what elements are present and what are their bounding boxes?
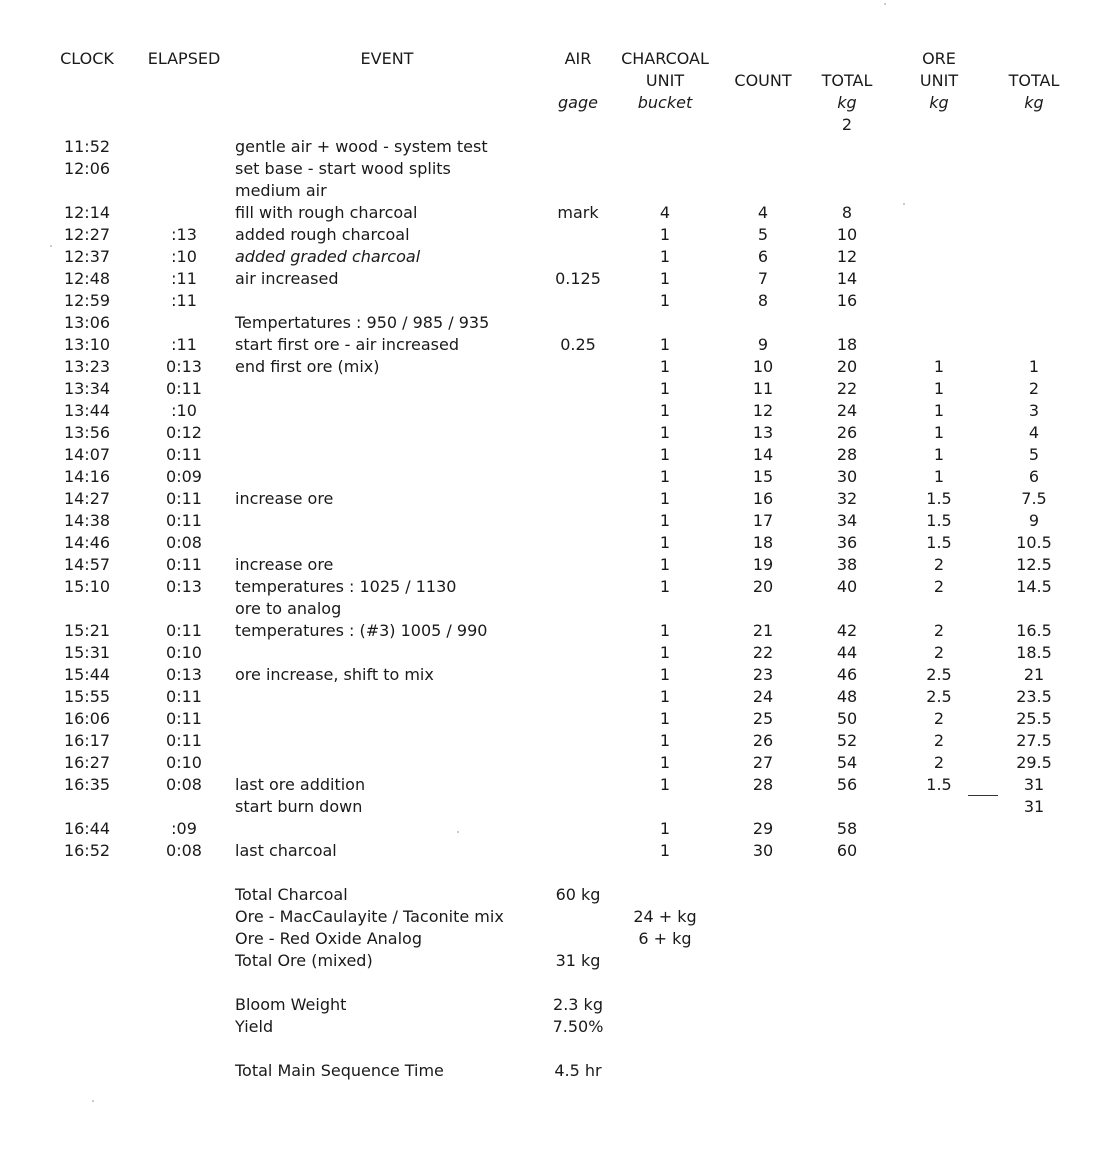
summary-value: 2.3 kg [553, 995, 603, 1014]
cell-clock: 13:06 [63, 313, 111, 332]
log-row [0, 576, 1104, 598]
summary-value: 4.5 hr [554, 1061, 602, 1080]
cell-ore-total: 3 [1028, 401, 1040, 420]
cell-charcoal-count: 18 [752, 533, 774, 552]
cell-charcoal-count: 24 [752, 687, 774, 706]
cell-ore-total: 2 [1028, 379, 1040, 398]
cell-charcoal-count: 27 [752, 753, 774, 772]
log-row [0, 180, 1104, 202]
cell-event: ore increase, shift to mix [235, 665, 434, 684]
log-row [0, 290, 1104, 312]
log-row [0, 620, 1104, 642]
cell-event: ore to analog [235, 599, 342, 618]
cell-ore-unit: 2 [933, 621, 945, 640]
cell-ore-total: 6 [1028, 467, 1040, 486]
cell-elapsed: :11 [171, 335, 197, 354]
cell-charcoal-total: 10 [836, 225, 858, 244]
cell-charcoal-count: 20 [752, 577, 774, 596]
cell-ore-unit: 2.5 [926, 687, 952, 706]
cell-clock: 14:16 [63, 467, 111, 486]
cell-clock: 16:06 [63, 709, 111, 728]
log-row [0, 532, 1104, 554]
log-row [0, 488, 1104, 510]
cell-charcoal-count: 21 [752, 621, 774, 640]
cell-elapsed: 0:13 [166, 577, 202, 596]
cell-clock: 12:14 [63, 203, 111, 222]
header-air: AIR [564, 49, 592, 68]
cell-event: set base - start wood splits [235, 159, 451, 178]
summary-label: Yield [235, 1017, 274, 1036]
cell-charcoal-unit: 1 [659, 401, 671, 420]
cell-ore-total: 23.5 [1016, 687, 1052, 706]
cell-elapsed: 0:12 [166, 423, 202, 442]
cell-clock: 12:37 [63, 247, 111, 266]
log-row [0, 466, 1104, 488]
cell-ore-unit: 2 [933, 643, 945, 662]
cell-ore-unit: 1 [933, 467, 945, 486]
summary-ore-mix [0, 906, 1104, 928]
cell-ore-total: 25.5 [1016, 709, 1052, 728]
cell-charcoal-count: 11 [752, 379, 774, 398]
header-ore-total: TOTAL [1008, 71, 1060, 90]
cell-charcoal-total: 52 [836, 731, 858, 750]
log-row [0, 400, 1104, 422]
log-row [0, 796, 1104, 818]
cell-clock: 14:57 [63, 555, 111, 574]
cell-ore-unit: 1 [933, 401, 945, 420]
cell-elapsed: 0:10 [166, 753, 202, 772]
cell-ore-total: 21 [1023, 665, 1045, 684]
cell-charcoal-unit: 1 [659, 467, 671, 486]
cell-charcoal-unit: 1 [659, 621, 671, 640]
cell-charcoal-count: 22 [752, 643, 774, 662]
cell-ore-unit: 1.5 [926, 489, 952, 508]
cell-clock: 15:55 [63, 687, 111, 706]
cell-charcoal-count: 10 [752, 357, 774, 376]
cell-elapsed: 0:11 [166, 687, 202, 706]
cell-ore-unit: 1 [933, 357, 945, 376]
log-row [0, 840, 1104, 862]
cell-charcoal-total: 54 [836, 753, 858, 772]
cell-ore-total: 31 [1023, 775, 1045, 794]
cell-charcoal-total: 58 [836, 819, 858, 838]
cell-charcoal-total: 44 [836, 643, 858, 662]
cell-ore-total: 5 [1028, 445, 1040, 464]
cell-charcoal-count: 4 [757, 203, 769, 222]
cell-charcoal-total: 36 [836, 533, 858, 552]
cell-charcoal-total: 50 [836, 709, 858, 728]
cell-charcoal-unit: 1 [659, 555, 671, 574]
cell-event: temperatures : 1025 / 1130 [235, 577, 457, 596]
cell-charcoal-unit: 1 [659, 819, 671, 838]
log-row [0, 202, 1104, 224]
log-row [0, 444, 1104, 466]
cell-charcoal-total: 20 [836, 357, 858, 376]
cell-clock: 14:38 [63, 511, 111, 530]
cell-charcoal-unit: 1 [659, 731, 671, 750]
header-charcoal: CHARCOAL [621, 49, 709, 68]
cell-elapsed: 0:11 [166, 379, 202, 398]
cell-ore-total: 27.5 [1016, 731, 1052, 750]
scan-speck [884, 3, 886, 5]
cell-charcoal-unit: 1 [659, 357, 671, 376]
header-row-1 [0, 48, 1104, 70]
cell-event: medium air [235, 181, 327, 200]
charcoal-total-initial: 2 [841, 115, 853, 134]
header-elapsed: ELAPSED [147, 49, 221, 68]
cell-charcoal-count: 9 [757, 335, 769, 354]
summary-total-time [0, 1060, 1104, 1082]
cell-clock: 13:10 [63, 335, 111, 354]
cell-elapsed: :09 [171, 819, 197, 838]
cell-charcoal-count: 12 [752, 401, 774, 420]
cell-charcoal-unit: 1 [659, 379, 671, 398]
cell-elapsed: 0:09 [166, 467, 202, 486]
scan-speck [903, 203, 905, 205]
cell-clock: 16:35 [63, 775, 111, 794]
cell-elapsed: 0:13 [166, 357, 202, 376]
cell-event: start first ore - air increased [235, 335, 460, 354]
cell-charcoal-unit: 1 [659, 225, 671, 244]
summary-label: Total Main Sequence Time [235, 1061, 444, 1080]
summary-label: Ore - MacCaulayite / Taconite mix [235, 907, 504, 926]
cell-ore-unit: 2 [933, 709, 945, 728]
log-row [0, 664, 1104, 686]
header-charcoal-total-unit: kg [837, 93, 857, 112]
log-row [0, 246, 1104, 268]
header-row-4 [0, 114, 1104, 136]
cell-ore-unit: 2 [933, 555, 945, 574]
cell-charcoal-unit: 1 [659, 643, 671, 662]
cell-charcoal-count: 23 [752, 665, 774, 684]
cell-elapsed: 0:10 [166, 643, 202, 662]
scan-speck [92, 1100, 94, 1102]
cell-elapsed: :11 [171, 291, 197, 310]
cell-event: air increased [235, 269, 339, 288]
cell-ore-total: 7.5 [1021, 489, 1047, 508]
cell-clock: 12:06 [63, 159, 111, 178]
cell-charcoal-unit: 1 [659, 577, 671, 596]
cell-ore-total: 14.5 [1016, 577, 1052, 596]
summary-label: Bloom Weight [235, 995, 347, 1014]
cell-ore-unit: 2 [933, 577, 945, 596]
cell-elapsed: 0:11 [166, 731, 202, 750]
log-row [0, 730, 1104, 752]
cell-charcoal-unit: 1 [659, 665, 671, 684]
cell-clock: 14:46 [63, 533, 111, 552]
log-row [0, 422, 1104, 444]
cell-charcoal-total: 30 [836, 467, 858, 486]
cell-ore-unit: 1 [933, 445, 945, 464]
cell-charcoal-unit: 1 [659, 533, 671, 552]
cell-air: 0.25 [560, 335, 596, 354]
cell-elapsed: 0:08 [166, 841, 202, 860]
cell-clock: 16:44 [63, 819, 111, 838]
cell-charcoal-count: 16 [752, 489, 774, 508]
log-row [0, 510, 1104, 532]
cell-ore-total: 4 [1028, 423, 1040, 442]
cell-ore-total: 9 [1028, 511, 1040, 530]
cell-clock: 12:59 [63, 291, 111, 310]
cell-elapsed: 0:11 [166, 621, 202, 640]
header-count: COUNT [734, 71, 792, 90]
cell-elapsed: 0:08 [166, 775, 202, 794]
cell-clock: 13:34 [63, 379, 111, 398]
cell-event: added rough charcoal [235, 225, 410, 244]
cell-charcoal-count: 5 [757, 225, 769, 244]
cell-charcoal-count: 14 [752, 445, 774, 464]
cell-charcoal-count: 25 [752, 709, 774, 728]
cell-clock: 11:52 [63, 137, 111, 156]
cell-ore-unit: 1.5 [926, 511, 952, 530]
cell-event: increase ore [235, 555, 334, 574]
cell-charcoal-total: 16 [836, 291, 858, 310]
cell-event: last charcoal [235, 841, 337, 860]
cell-charcoal-total: 60 [836, 841, 858, 860]
header-event: EVENT [360, 49, 414, 68]
cell-clock: 13:23 [63, 357, 111, 376]
summary-ore-analog [0, 928, 1104, 950]
log-row [0, 312, 1104, 334]
summary-value: 31 kg [555, 951, 601, 970]
cell-elapsed: 0:08 [166, 533, 202, 552]
cell-clock: 12:27 [63, 225, 111, 244]
log-row [0, 554, 1104, 576]
cell-ore-total: 31 [1023, 797, 1045, 816]
cell-charcoal-total: 38 [836, 555, 858, 574]
cell-charcoal-count: 13 [752, 423, 774, 442]
header-charcoal-unit-unit: bucket [637, 93, 693, 112]
log-row [0, 158, 1104, 180]
cell-elapsed: :13 [171, 225, 197, 244]
cell-charcoal-count: 7 [757, 269, 769, 288]
scan-speck [457, 831, 459, 833]
log-row [0, 708, 1104, 730]
cell-charcoal-count: 28 [752, 775, 774, 794]
cell-charcoal-total: 8 [841, 203, 853, 222]
log-row [0, 224, 1104, 246]
cell-charcoal-unit: 1 [659, 423, 671, 442]
cell-ore-unit: 1.5 [926, 775, 952, 794]
log-row [0, 356, 1104, 378]
cell-charcoal-unit: 1 [659, 687, 671, 706]
log-row [0, 686, 1104, 708]
cell-charcoal-total: 46 [836, 665, 858, 684]
cell-charcoal-total: 12 [836, 247, 858, 266]
summary-value: 7.50% [552, 1017, 604, 1036]
cell-charcoal-unit: 1 [659, 753, 671, 772]
header-charcoal-total: TOTAL [821, 71, 873, 90]
cell-event: Tempertatures : 950 / 985 / 935 [235, 313, 490, 332]
summary-yield [0, 1016, 1104, 1038]
cell-charcoal-total: 26 [836, 423, 858, 442]
cell-charcoal-total: 22 [836, 379, 858, 398]
log-row [0, 818, 1104, 840]
cell-ore-unit: 2.5 [926, 665, 952, 684]
log-row [0, 268, 1104, 290]
summary-value: 60 kg [555, 885, 601, 904]
cell-charcoal-count: 30 [752, 841, 774, 860]
cell-charcoal-total: 32 [836, 489, 858, 508]
cell-charcoal-unit: 1 [659, 335, 671, 354]
summary-value: 24 + kg [633, 907, 697, 926]
cell-charcoal-total: 28 [836, 445, 858, 464]
cell-event: last ore addition [235, 775, 366, 794]
cell-event: end first ore (mix) [235, 357, 380, 376]
cell-elapsed: 0:11 [166, 511, 202, 530]
header-clock: CLOCK [60, 49, 114, 68]
log-row [0, 642, 1104, 664]
header-charcoal-unit: UNIT [645, 71, 685, 90]
summary-label: Total Charcoal [235, 885, 348, 904]
cell-charcoal-total: 34 [836, 511, 858, 530]
cell-air: mark [557, 203, 599, 222]
cell-ore-unit: 2 [933, 753, 945, 772]
summary-total-ore [0, 950, 1104, 972]
log-row [0, 378, 1104, 400]
header-ore-total-unit: kg [1024, 93, 1044, 112]
header-ore: ORE [922, 49, 956, 68]
cell-clock: 14:07 [63, 445, 111, 464]
cell-charcoal-unit: 1 [659, 775, 671, 794]
log-row [0, 136, 1104, 158]
cell-charcoal-count: 6 [757, 247, 769, 266]
cell-clock: 15:31 [63, 643, 111, 662]
cell-elapsed: 0:11 [166, 555, 202, 574]
cell-charcoal-unit: 1 [659, 489, 671, 508]
cell-charcoal-count: 19 [752, 555, 774, 574]
cell-charcoal-count: 8 [757, 291, 769, 310]
header-row-3 [0, 92, 1104, 114]
cell-charcoal-count: 29 [752, 819, 774, 838]
header-ore-unit-unit: kg [929, 93, 949, 112]
cell-clock: 13:56 [63, 423, 111, 442]
cell-ore-total: 10.5 [1016, 533, 1052, 552]
cell-clock: 14:27 [63, 489, 111, 508]
cell-air: 0.125 [555, 269, 601, 288]
cell-event: fill with rough charcoal [235, 203, 418, 222]
header-ore-unit: UNIT [919, 71, 959, 90]
cell-charcoal-total: 24 [836, 401, 858, 420]
cell-event: start burn down [235, 797, 363, 816]
cell-charcoal-unit: 1 [659, 709, 671, 728]
cell-clock: 13:44 [63, 401, 111, 420]
header-row-2 [0, 70, 1104, 92]
cell-charcoal-unit: 1 [659, 291, 671, 310]
cell-event: added graded charcoal [235, 247, 421, 266]
cell-event: gentle air + wood - system test [235, 137, 488, 156]
cell-charcoal-total: 14 [836, 269, 858, 288]
cell-charcoal-count: 17 [752, 511, 774, 530]
scan-speck [50, 245, 52, 247]
cell-charcoal-unit: 1 [659, 247, 671, 266]
cell-elapsed: :11 [171, 269, 197, 288]
cell-elapsed: :10 [171, 401, 197, 420]
cell-ore-unit: 2 [933, 731, 945, 750]
summary-value: 6 + kg [638, 929, 692, 948]
cell-charcoal-unit: 1 [659, 841, 671, 860]
log-row [0, 774, 1104, 796]
cell-charcoal-count: 26 [752, 731, 774, 750]
cell-ore-unit: 1.5 [926, 533, 952, 552]
summary-total-charcoal [0, 884, 1104, 906]
cell-charcoal-unit: 1 [659, 511, 671, 530]
cell-charcoal-total: 18 [836, 335, 858, 354]
cell-elapsed: 0:11 [166, 709, 202, 728]
cell-event: temperatures : (#3) 1005 / 990 [235, 621, 488, 640]
cell-ore-total: 12.5 [1016, 555, 1052, 574]
summary-label: Ore - Red Oxide Analog [235, 929, 422, 948]
cell-clock: 15:44 [63, 665, 111, 684]
summary-bloom-weight [0, 994, 1104, 1016]
cell-ore-total: 16.5 [1016, 621, 1052, 640]
margin-dash-mark [968, 795, 998, 796]
cell-clock: 15:21 [63, 621, 111, 640]
cell-clock: 16:27 [63, 753, 111, 772]
cell-clock: 15:10 [63, 577, 111, 596]
cell-charcoal-total: 42 [836, 621, 858, 640]
cell-clock: 16:17 [63, 731, 111, 750]
log-row [0, 752, 1104, 774]
cell-ore-total: 29.5 [1016, 753, 1052, 772]
cell-charcoal-count: 15 [752, 467, 774, 486]
cell-elapsed: :10 [171, 247, 197, 266]
cell-clock: 16:52 [63, 841, 111, 860]
cell-clock: 12:48 [63, 269, 111, 288]
cell-ore-total: 18.5 [1016, 643, 1052, 662]
cell-elapsed: 0:13 [166, 665, 202, 684]
log-row [0, 598, 1104, 620]
cell-ore-total: 1 [1028, 357, 1040, 376]
cell-charcoal-unit: 4 [659, 203, 671, 222]
log-row [0, 334, 1104, 356]
cell-charcoal-unit: 1 [659, 269, 671, 288]
header-air-unit: gage [558, 93, 598, 112]
cell-ore-unit: 1 [933, 423, 945, 442]
cell-elapsed: 0:11 [166, 489, 202, 508]
cell-charcoal-total: 48 [836, 687, 858, 706]
cell-elapsed: 0:11 [166, 445, 202, 464]
cell-charcoal-unit: 1 [659, 445, 671, 464]
cell-charcoal-total: 40 [836, 577, 858, 596]
cell-ore-unit: 1 [933, 379, 945, 398]
summary-label: Total Ore (mixed) [235, 951, 373, 970]
cell-event: increase ore [235, 489, 334, 508]
cell-charcoal-total: 56 [836, 775, 858, 794]
